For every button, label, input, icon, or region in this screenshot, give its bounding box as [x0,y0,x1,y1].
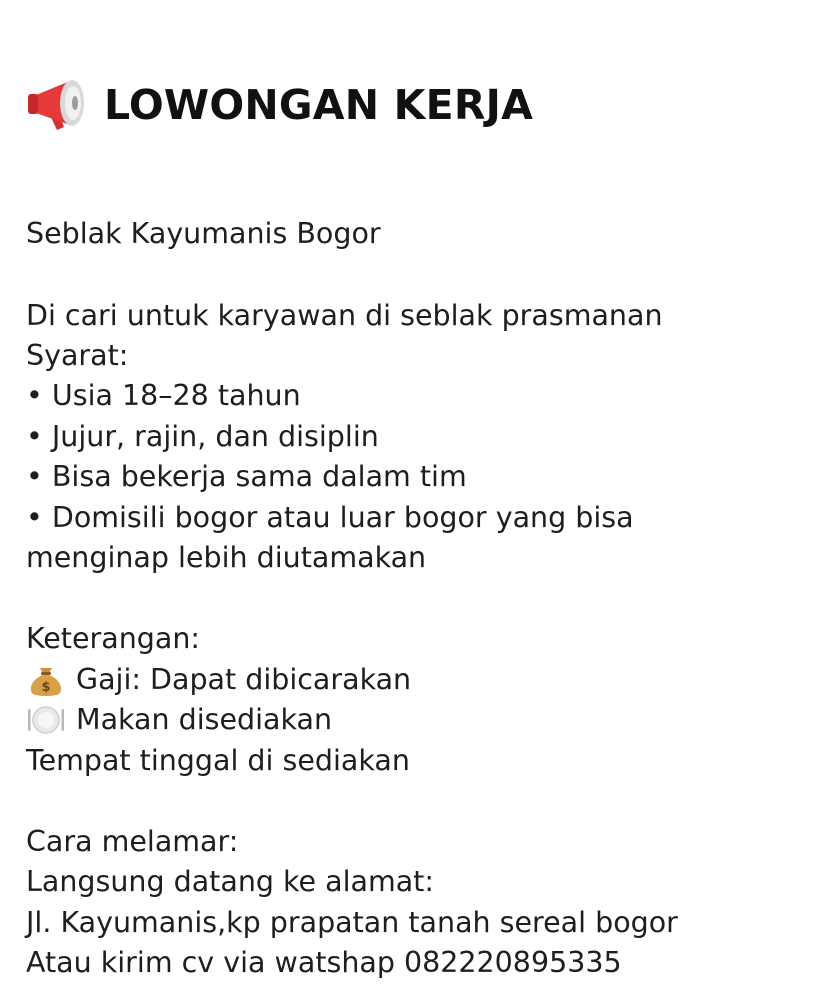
requirement-item: • Jujur, rajin, dan disiplin [26,420,379,453]
money-bag-icon [26,662,66,698]
address-line: Jl. Kayumanis,kp prapatan tanah sereal bogor [26,906,678,939]
notes-heading: Keterangan: [26,622,200,655]
svg-text:$: $ [41,680,51,695]
requirement-item: • Domisili bogor atau luar bogor yang bisa [26,501,634,534]
intro-text: Di cari untuk karyawan di seblak prasmanan [26,299,663,332]
apply-line: Langsung datang ke alamat: [26,865,434,898]
post-title: LOWONGAN KERJA [104,81,534,129]
megaphone-icon [26,77,90,133]
requirement-item: • Usia 18–28 tahun [26,379,301,412]
salary-note [26,660,411,700]
requirements-heading: Syarat: [26,339,129,372]
company-name: Seblak Kayumanis Bogor [26,217,381,250]
apply-heading: Cara melamar: [26,825,239,858]
salary-note-text: Gaji: Dapat dibicarakan [76,663,412,696]
requirement-item-continued: menginap lebih diutamakan [26,541,427,574]
housing-note: Tempat tinggal di sediakan [26,744,410,777]
contact-line: Atau kirim cv via watshap 082220895335 [26,946,622,979]
meal-note-text: Makan disediakan [76,703,333,736]
requirement-item: • Bisa bekerja sama dalam tim [26,460,467,493]
post-title-row [26,72,533,138]
plate-cutlery-icon [26,702,66,738]
meal-note [26,700,332,740]
